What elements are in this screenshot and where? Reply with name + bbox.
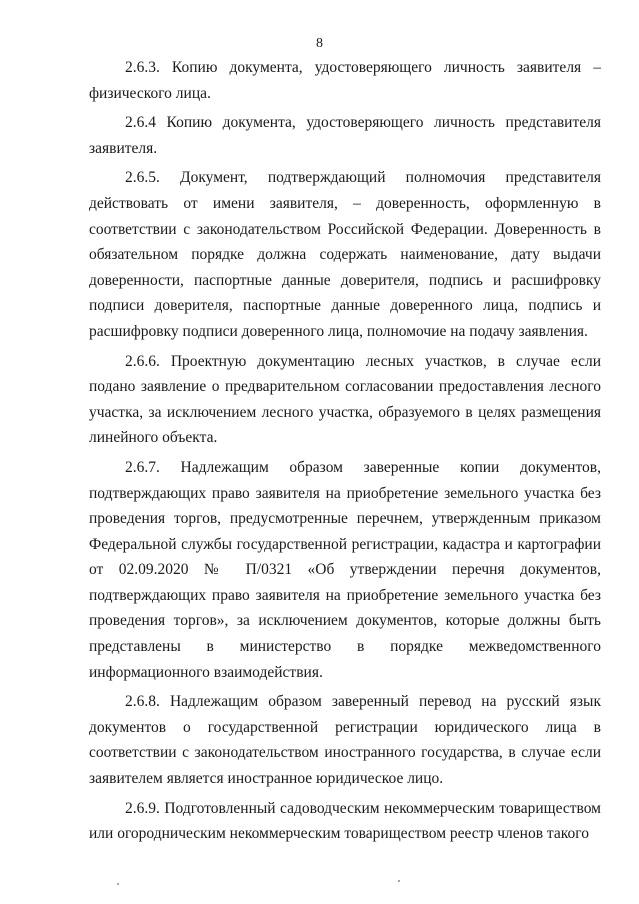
- paragraph-2-6-3: 2.6.3. Копию документа, удостоверяющего личность заявителя – физического лица.: [89, 59, 601, 102]
- paragraph-2-6-7: 2.6.7. Надлежащим образом заверенные копии документов, подтверждающих право заявителя на приобретение земельного участка без проведения торгов, предусмотренные перечнем, утвержденным приказом Федеральной службы государственной регистрации, кадастра и картографии от 02.09.2020 № П/0321 «Об утверждении перечня документов, подтверждающих право заявителя на приобретение земельного участка без проведения торгов», за исключением документов, которые должны быть представлены в министерство в порядке межведомственного информационного взаимодействия.: [89, 458, 601, 681]
- document-body: [89, 55, 601, 851]
- paragraph-2-6-5: 2.6.5. Документ, подтверждающий полномочия представителя действовать от имени заявителя, – доверенность, оформленную в соответствии с законодательством Российской Федерации. Доверенность в обязательном порядке должна содержать наименование, дату выдачи доверенности, паспортные данные доверителя, подпись и расшифровку подписи доверителя, паспортные данные доверенного лица, подпись и расшифровку подписи доверенного лица, полномочие на подачу заявления.: [89, 169, 601, 340]
- scan-speck: [398, 880, 400, 882]
- paragraph-2-6-9: 2.6.9. Подготовленный садоводческим некоммерческим товариществом или огородническим некоммерческим товариществом реестр членов такого: [89, 799, 601, 843]
- paragraph-2-6-4: 2.6.4 Копию документа, удостоверяющего личность представителя заявителя.: [89, 114, 601, 157]
- paragraph-2-6-6: 2.6.6. Проектную документацию лесных участков, в случае если подано заявление о предварительном согласовании предоставления лесного участка, за исключением лесного участка, образуемого в целях размещения линейного объекта.: [89, 352, 601, 447]
- scan-speck: [117, 883, 119, 885]
- page-number: 8: [316, 36, 323, 51]
- paragraph-2-6-8: 2.6.8. Надлежащим образом заверенный перевод на русский язык документов о государственной регистрации юридического лица в соответствии с законодательством иностранного государства, в случае если заявителем является иностранное юридическое лицо.: [89, 693, 601, 788]
